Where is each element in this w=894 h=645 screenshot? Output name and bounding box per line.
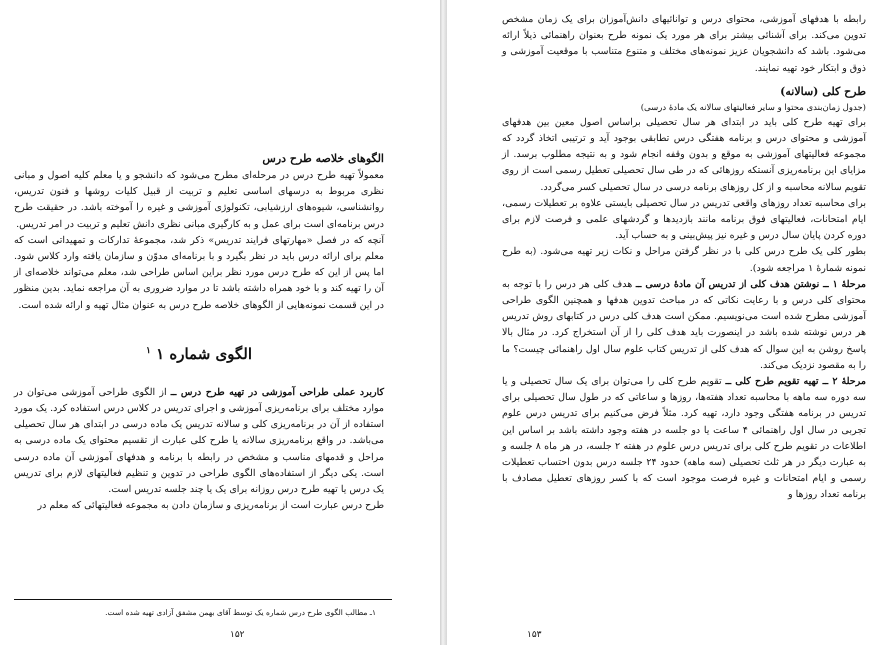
paragraph: بطور کلی یک طرح درس کلی با در نظر گرفتن مراحل و نکات زیر تهیه می‌شود. (به طرح نمونه شمارهٔ ۱ مراجعه شود). <box>502 246 866 274</box>
step-1-text: هدف کلی هر درس را با توجه به محتوای کلی درس و با رعایت نکاتی که در مباحث تدوین هدفها و همچنین الگوی طراحی آموزشی مطرح شده است می‌نویسیم. ممکن است هدف کلی درس در کتابهای روش تدریس هر درس نوشته شده باشد در اینصورت باید هدف کلی را از آن استخراج کرد. در مثال بالا پاسخ روشن به این سوال که هدف کلی از تدریس کتاب علوم سال اول راهنمائی چیست؟ ما را به مقصود نزدیک می‌کند. <box>502 278 866 371</box>
paragraph <box>502 374 866 504</box>
footnote-mark: ۱ <box>145 345 151 356</box>
paragraph: طرح درس عبارت است از برنامه‌ریزی و سازمان دادن به مجموعه فعالیتهائی که معلم در <box>37 500 384 512</box>
step-2-lead: مرحلهٔ ۲ ــ تهیه تقویم طرح کلی ــ <box>725 376 866 388</box>
pattern-title <box>14 340 384 365</box>
paragraph: آنچه که در فصل «مهارتهای فرایند تدریس» ذکر شد، مجموعهٔ تدارکات و تمهیداتی است که معلم برای ارائه درس باید در نظر بگیرد و با برنامه‌ای مدوّن و سازمان یافته وارد کلاس شود. اما پس از این که طرح درس مورد نظر براین اساس طراحی شد، معلم می‌تواند خلاصه‌ای از آن را تهیه کند و با خود همراه داشته باشد تا در موارد ضروری به آن مراجعه نماید. بدین منظور در این قسمت نمونه‌هایی از الگوهای خلاصه طرح درس به عنوان مثال تهیه و ارائه شده است. <box>14 234 384 311</box>
paragraph <box>502 277 866 374</box>
section-subtitle: (جدول زمان‌بندی محتوا و سایر فعالیتهای سالانه یک مادهٔ درسی) <box>640 102 866 113</box>
left-page-body <box>14 150 384 514</box>
paragraph: برای محاسبه تعداد روزهای واقعی تدریس در سال تحصیلی بایستی علاوه بر تعطیلات رسمی، ایام امتحانات، فعالیتهای فوق برنامه مانند بازدیدها و گردشهای علمی و فرصت لازم برای دوره کردن پایان سال درس و غیره نیز پیش‌بینی و به حساب آید. <box>502 197 866 242</box>
pattern-title-text: الگوی شماره ۱ <box>156 344 252 363</box>
footnote: ۱ـ مطالب الگوی طرح درس شماره یک توسط آقای بهمن مشفق آزادی تهیه شده است. <box>105 608 376 617</box>
right-page-body <box>502 12 866 504</box>
section-title-lesson-plan-patterns: الگوهای خلاصه طرح درس <box>262 152 384 165</box>
paragraph: رابطه با هدفهای آموزشی، محتوای درس و توانائیهای دانش‌آموزان برای یک زمان مشخص تدوین می‌کند. برای آشنائی بیشتر برای هر مورد یک نمونه طرح بعنوان راهنمائی ذیلاً ارائه می‌شود. باشد که دانشجویان عزیز نمونه‌های مختلف و متنوع متناسب با موقعیت آموزشی و ذوق و ابتکار خود تهیه نمایند. <box>502 14 866 74</box>
section-title-annual-plan: طرح کلی (سالانه) <box>780 84 866 98</box>
step-2-text: تقویم طرح کلی را می‌توان برای یک سال تحصیلی و یا سه دوره سه ماهه با محاسبه تعداد هفته‌ها، روزها و ساعاتی که در طول سال تحصیلی برای تدریس در برنامه هفتگی وجود دارد، تهیه کرد. مثلاً فرض می‌کنیم برای تدریس درس علوم تجربی در سال اول راهنمائی ۴ ساعت یا دو جلسه در هفته وجود داشته باشد بر اساس این اطلاعات در تقویم طرح کلی برای تدریس درس علوم در هفته ۲ جلسه، در هر ماه ۸ جلسه و به عبارت دیگر در هر ثلث تحصیلی (سه ماهه) حدود ۲۴ جلسه درس بدون احتساب تعطیلات رسمی و ایام امتحانات و غیره فرصت موجود است که با کسر روزهای تعطیل مصادف با برنامه تعداد روزها و <box>502 376 866 501</box>
page-number: ۱۵۲ <box>230 630 245 640</box>
paragraph: برای تهیه طرح کلی باید در ابتدای هر سال تحصیلی براساس اصول معین بین هدفهای آموزشی و محتوای درس و برنامه هفتگی درس تطابقی بوجود آید و ترتیبی اتخاذ گردد که مجموعه فعالیتهای آموزشی به موقع و بدون وقفه انجام شود و به نتیجه مطلوب برسد. از مزایای این برنامه‌ریزی آنستکه روزهائی که در طی سال تحصیلی تعطیل رسمی است از روی تقویم سالانه محاسبه و از کل روزهای برنامه درسی در سال تحصیلی کسر می‌گردد. <box>502 116 867 193</box>
right-page <box>447 0 894 645</box>
book-gutter <box>440 0 447 645</box>
paragraph-text: از الگوی طراحی آموزشی می‌توان در موارد مختلف برای برنامه‌ریزی آموزشی و اجرای تدریس در کلاس درس استفاده کرد. یک مورد استفاده از آن در برنامه‌ریزی کلی و سالانه تدریس یک ماده درسی در ابتدای هر سال تحصیلی می‌باشد. در واقع برنامه‌ریزی سالانه یا طرح کلی عبارت از تقسیم محتوای یک ماده درسی به مراحل و قدمهای مناسب و مشخص در رابطه با برنامه و هدفهای آموزشی آن ماده درسی است. یکی دیگر از استفاده‌های الگوی طراحی در تدوین و تنظیم فعالیتهای لازم برای تدریس یک درس یا تهیه طرح درس روزانه برای یک یا چند جلسه تدریس است. <box>14 386 384 496</box>
page-number: ۱۵۳ <box>527 630 542 640</box>
footnote-divider <box>14 599 392 600</box>
step-1-lead: مرحلهٔ ۱ ــ نوشتن هدف کلی از تدریس آن مادهٔ درسی ــ <box>635 278 866 290</box>
left-page <box>0 0 440 645</box>
paragraph-lead: کاربرد عملی طراحی آموزشی در تهیه طرح درس ــ <box>170 386 384 398</box>
paragraph: معمولاً تهیه طرح درس در مرحله‌ای مطرح می‌شود که دانشجو و یا معلم کلیه اصول و مبانی نظری مربوط به درسهای اساسی تعلیم و تربیت از قبیل کلیات روشها و فنون تدریس، روانشناسی، شیوه‌های ارزشیابی، تکنولوژی آموزشی و غیره را آموخته باشد. در حقیقت طرح درس برنامه‌ای است برای عمل و به کارگیری مبانی نظری دانش تعلیم و تربیت در امر تدریس. <box>14 170 384 230</box>
paragraph <box>14 385 384 498</box>
